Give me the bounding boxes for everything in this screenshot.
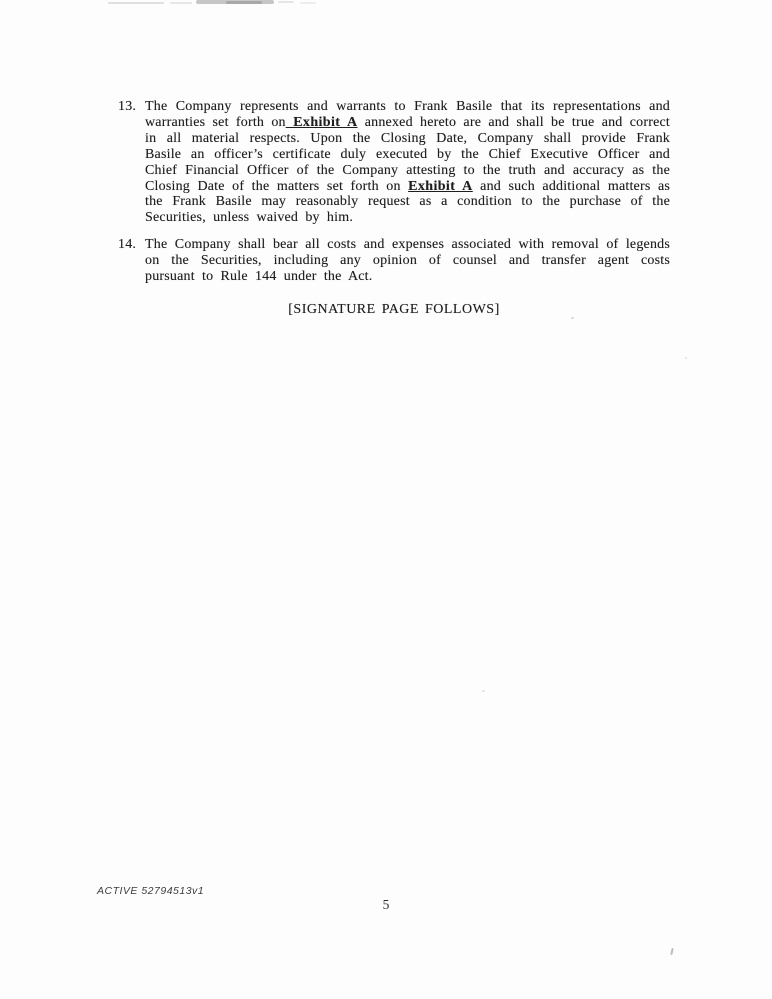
document-control-number: ACTIVE 52794513v1 [97, 885, 205, 897]
paragraph-text-segment: and such additional matters as the Frank Basile may reasonably request as a condition to the purchase of the Securities, unless waived by him. [145, 178, 671, 226]
page-number: 5 [382, 897, 390, 912]
scan-artifact-streak [196, 0, 274, 4]
paragraph-text-segment: The Company represents and warrants to Frank Basile that its representations and warranties set forth on [145, 99, 670, 130]
scan-artifact-streak [278, 1, 294, 3]
scan-artifact-speck [482, 690, 485, 692]
scan-artifact-speck [670, 948, 673, 955]
scan-artifact-streak [170, 2, 192, 4]
exhibit-a-reference: Exhibit A [285, 114, 358, 130]
paragraph-number: 14. [118, 237, 137, 253]
scan-artifact-speck [685, 357, 687, 359]
numbered-paragraph [118, 237, 670, 285]
scan-artifact-streak [300, 2, 316, 4]
paragraph-text-segment: annexed hereto are and shall be true and correct in all material respects. Upon the Closing Date, Company shall provide Frank Basile an officer’s certificate duly executed by the Chief Executive Officer and Chief Financial Officer of the Company attesting to the truth and accuracy as the Closing Date of the matters set forth on [145, 114, 670, 194]
signature-page-notice: [SIGNATURE PAGE FOLLOWS] [288, 301, 500, 317]
exhibit-a-reference: Exhibit A [408, 178, 473, 194]
paragraph-number: 13. [118, 99, 137, 114]
numbered-paragraph [118, 99, 670, 226]
paragraph-text [145, 99, 670, 226]
scan-artifact-streak [226, 1, 262, 4]
scan-artifact-streak [108, 2, 164, 4]
paragraph-text-segment: The Company shall bear all costs and expenses associated with removal of legends on the Securities, including any opinion of counsel and transfer agent costs pursuant to Rule 144 under the Act. [145, 237, 670, 285]
document-body [118, 99, 670, 318]
paragraph-text [145, 237, 670, 285]
